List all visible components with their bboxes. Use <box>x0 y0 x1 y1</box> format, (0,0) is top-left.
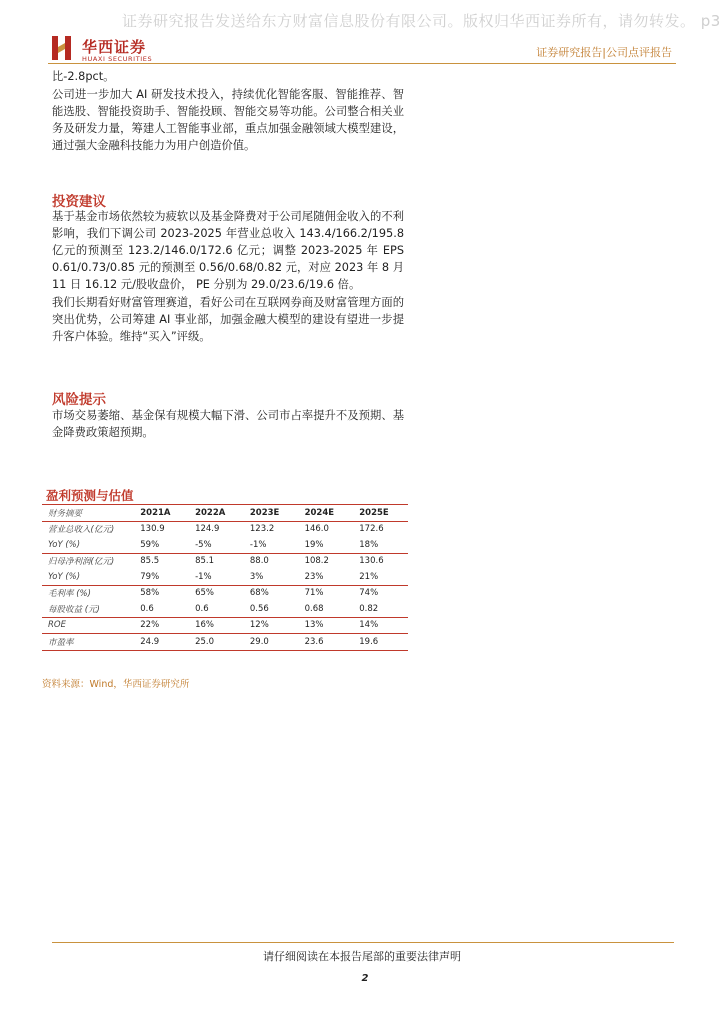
table-cell: 0.68 <box>304 603 324 614</box>
table-cell: 59% <box>140 539 160 550</box>
table-row <box>42 553 408 569</box>
table-cell: 0.6 <box>140 603 154 614</box>
row-label: 毛利率 (%) <box>42 585 134 601</box>
table-row <box>42 585 408 601</box>
table-cell: -1% <box>195 571 212 582</box>
forecast-table <box>42 504 408 651</box>
column-header: 2025E <box>353 505 408 522</box>
table-cell: 12% <box>244 617 299 634</box>
report-type-label: 证券研究报告|公司点评报告 <box>536 46 672 59</box>
header-divider <box>48 63 676 64</box>
table-cell: 85.1 <box>189 553 244 569</box>
footer-disclaimer: 请仔细阅读在本报告尾部的重要法律声明 <box>263 950 461 963</box>
huaxi-logo-icon <box>50 34 76 62</box>
table-cell: 85.5 <box>134 553 189 569</box>
table-cell: 18% <box>359 539 379 550</box>
page-number: 2 <box>361 973 369 984</box>
footer-divider <box>52 942 674 943</box>
logo-chinese-name: 华西证券 <box>82 38 147 56</box>
row-label: YoY (%) <box>48 539 81 550</box>
row-label: ROE <box>42 617 134 634</box>
row-label: 每股收益 (元) <box>48 604 100 615</box>
table-row <box>42 537 408 553</box>
row-label: 归母净利润(亿元) <box>42 553 134 569</box>
table-cell: 23% <box>304 571 324 582</box>
row-label: 营业总收入(亿元) <box>48 525 115 536</box>
table-cell: -5% <box>195 539 212 550</box>
table-cell: 0.82 <box>359 603 379 614</box>
table-cell: 29.0 <box>244 634 299 651</box>
body-paragraph: 公司进一步加大 AI 研发技术投入，持续优化智能客服、智能推荐、智能选股、智能投资助手、智能投顾、智能交易等功能。公司整合相关业务及研发力量，筹建人工智能事业部，重点加强金融领域大模型建设，通过强大金融科技能力为用户创造价值。 <box>52 88 404 152</box>
table-cell: 19% <box>304 539 324 550</box>
table-row <box>42 601 408 617</box>
column-header: 2023E <box>244 505 299 522</box>
table-cell: 25.0 <box>189 634 244 651</box>
table-cell: 71% <box>299 585 354 601</box>
table-cell: 3% <box>249 571 264 582</box>
table-cell: 13% <box>299 617 354 634</box>
table-cell: 123.2 <box>249 524 275 535</box>
column-header: 2021A <box>134 505 189 522</box>
table-cell: 68% <box>244 585 299 601</box>
table-cell: 19.6 <box>353 634 408 651</box>
logo-english-name: HUAXI SECURITIES <box>82 55 153 63</box>
table-cell: 130.9 <box>140 524 165 535</box>
table-cell: 21% <box>359 571 379 582</box>
company-logo <box>50 34 170 64</box>
table-cell: 79% <box>140 571 160 582</box>
watermark-text: 证券研究报告发送给东方财富信息股份有限公司。版权归华西证券所有，请勿转发。 p3 <box>122 12 721 30</box>
table-cell: 0.6 <box>195 603 209 614</box>
risk-paragraph: 市场交易萎缩、基金保有规模大幅下滑、公司市占率提升不及预期、基金降费政策超预期。 <box>52 409 404 439</box>
table-row <box>42 634 408 651</box>
column-header: 2022A <box>189 505 244 522</box>
column-header: 2024E <box>299 505 354 522</box>
column-header: 财务摘要 <box>42 505 134 522</box>
table-cell: 172.6 <box>359 524 384 535</box>
table-cell: 88.0 <box>244 553 299 569</box>
table-cell: 146.0 <box>304 524 329 535</box>
table-cell: 65% <box>189 585 244 601</box>
table-cell: 0.56 <box>249 603 269 614</box>
investment-heading: 投资建议 <box>52 194 106 210</box>
investment-paragraph: 我们长期看好财富管理赛道，看好公司在互联网券商及财富管理方面的突出优势，公司筹建 AI 事业部，加强金融大模型的建设有望进一步提升客户体验。维持“买入”评级。 <box>52 296 404 343</box>
table-source-note: 资料来源：Wind，华西证券研究所 <box>42 679 190 690</box>
body-text <box>52 68 404 154</box>
investment-paragraph: 基于基金市场依然较为疲软以及基金降费对于公司尾随佣金收入的不利影响，我们下调公司 2023-2025 年营业总收入 143.4/166.2/195.8 亿元的预测至 123.2/146.0/172.6 亿元；调整 2023-2025 年 EPS 0.61/0.73/0.85 元的预测至 0.56/0.68/0.82 元，对应 2023 年 8 月 11 日 16.12 元/股收盘价， PE 分别为 29.0/23.6/19.6 倍。 <box>52 210 404 291</box>
table-cell: 108.2 <box>299 553 354 569</box>
body-paragraph: 比-2.8pct。 <box>52 70 115 83</box>
investment-text <box>52 208 404 345</box>
table-header-row <box>42 505 408 522</box>
risk-heading: 风险提示 <box>52 392 106 408</box>
table-cell: -1% <box>249 539 267 550</box>
table-row <box>42 569 408 585</box>
table-title: 盈利预测与估值 <box>46 488 134 503</box>
risk-text <box>52 407 404 441</box>
table-cell: 58% <box>134 585 189 601</box>
table-cell: 16% <box>189 617 244 634</box>
table-cell: 130.6 <box>353 553 408 569</box>
table-cell: 14% <box>353 617 408 634</box>
table-cell: 74% <box>353 585 408 601</box>
table-cell: 22% <box>134 617 189 634</box>
table-cell: 124.9 <box>195 524 220 535</box>
row-label: 市盈率 <box>42 634 134 651</box>
table-row <box>42 521 408 537</box>
table-row <box>42 617 408 634</box>
table-cell: 24.9 <box>134 634 189 651</box>
row-label: YoY (%) <box>48 571 81 582</box>
table-cell: 23.6 <box>299 634 354 651</box>
